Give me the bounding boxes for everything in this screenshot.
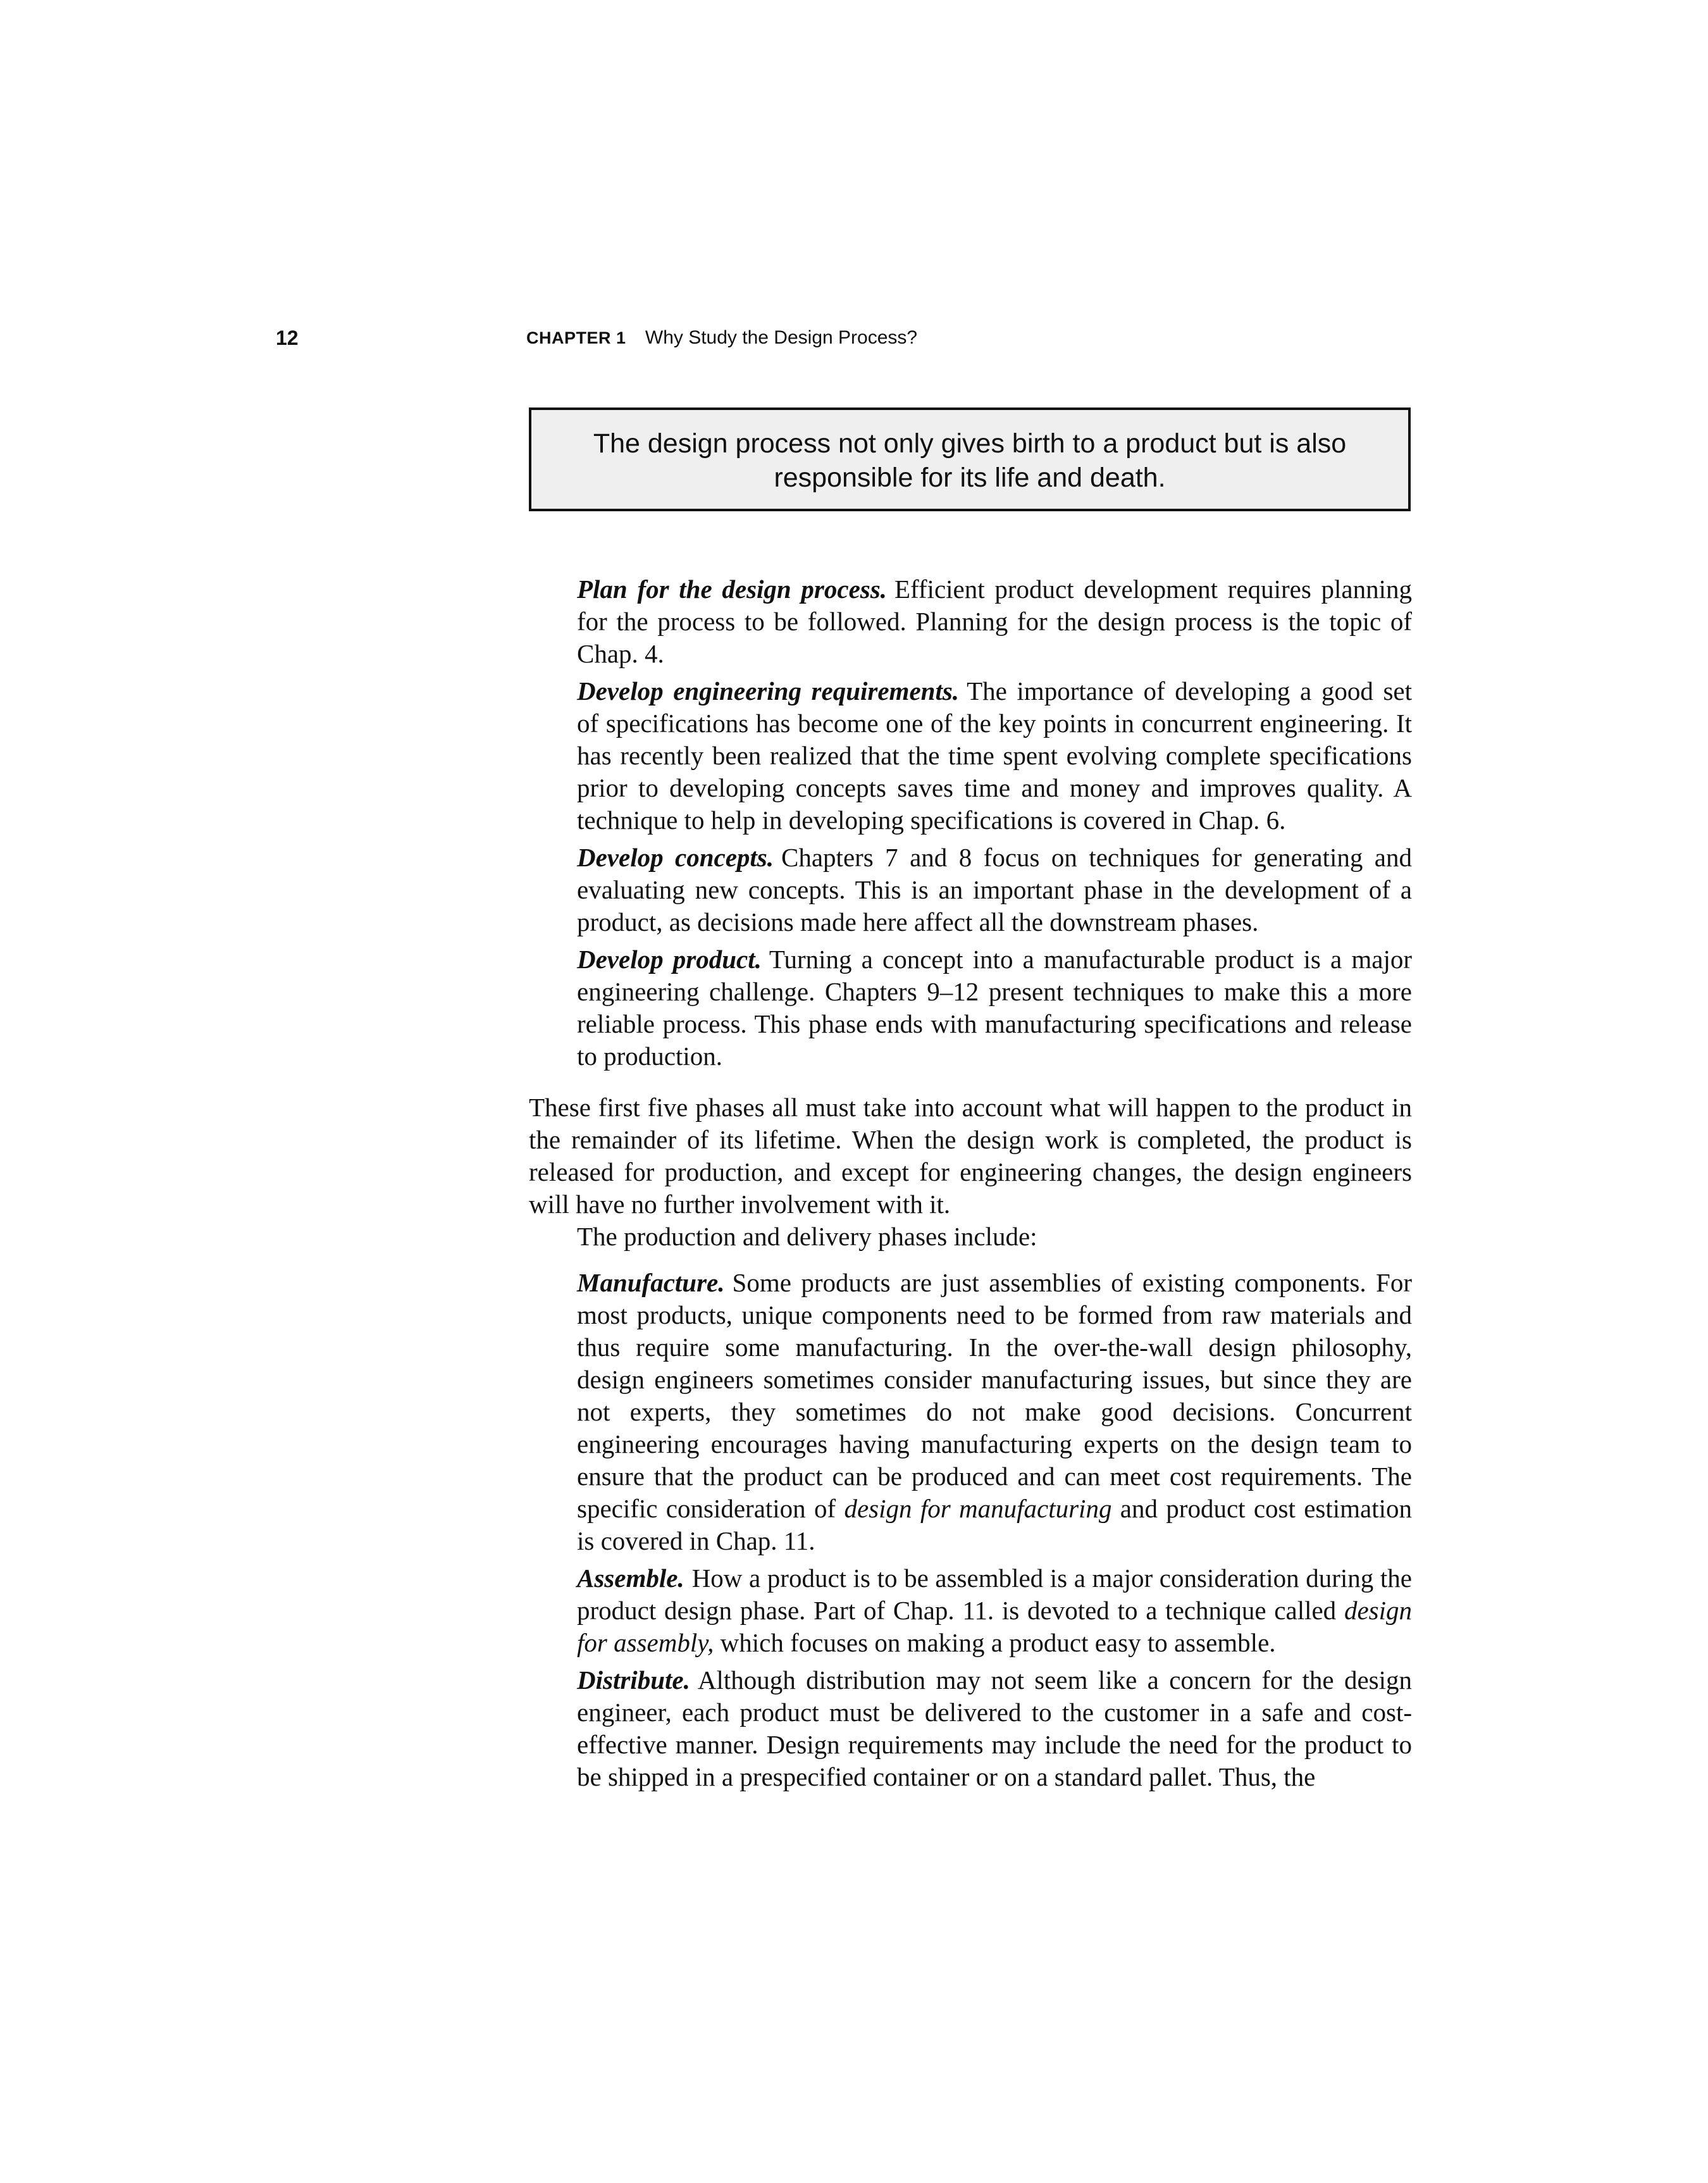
phase-text: The importance of developing a good set of specifications has become one of the key points in concurrent engineering. It has recently been realized that the time spent evolving complete specifications prior to developing concepts saves time and money and improves quality. A technique to help in developing specifications is covered in Chap. 6. bbox=[577, 676, 1412, 835]
phase-item-assemble bbox=[529, 1562, 1412, 1659]
phase-item-manufacture bbox=[529, 1267, 1412, 1557]
phase-emphasis: design for assembly, bbox=[577, 1596, 1412, 1657]
phase-item-requirements bbox=[529, 675, 1412, 837]
phase-text: How a product is to be assembled is a major consideration during the product design phase. Part of Chap. 11. is devoted to a technique called bbox=[577, 1564, 1412, 1625]
phase-text: Some products are just assemblies of existing components. For most products, unique components need to be formed from raw materials and thus require some manufacturing. In the over-the-wall design philosophy, design engineers sometimes consider manufacturing issues, but since they are not experts, they sometimes do not make good decisions. Concurrent engineering encourages having manufacturing experts on the design team to ensure that the product can be produced and can meet cost requirements. The specific consideration of bbox=[577, 1268, 1412, 1523]
phase-text: Although distribution may not seem like a concern for the design engineer, each product must be delivered to the customer in a safe and cost-effective manner. Design requirements may include the need for the product to be shipped in a prespecified container or on a standard pallet. Thus, the bbox=[577, 1665, 1412, 1791]
phase-term: Develop product. bbox=[577, 945, 762, 974]
phase-term: Distribute. bbox=[577, 1665, 690, 1695]
phase-item-distribute bbox=[529, 1664, 1412, 1793]
page-number: 12 bbox=[276, 327, 299, 349]
phase-text: Turning a concept into a manufacturable product is a major engineering challenge. Chapters 9–12 present techniques to make this a more reliable process. This phase ends with manufacturing specifications and release to production. bbox=[577, 945, 1412, 1071]
phase-item-concepts bbox=[529, 842, 1412, 938]
paragraph-first-five: These first five phases all must take into account what will happen to the product in the remainder of its lifetime. When the design work is completed, the product is released for production, and except for engineering changes, the design engineers will have no further involvement with it. bbox=[529, 1093, 1412, 1219]
chapter-title: Why Study the Design Process? bbox=[645, 327, 918, 348]
phase-term: Assemble. bbox=[577, 1564, 684, 1593]
phase-term: Manufacture. bbox=[577, 1268, 725, 1297]
phase-item-plan bbox=[529, 573, 1412, 670]
body-text bbox=[529, 573, 1412, 1798]
phase-text: Efficient product development requires planning for the process to be followed. Planning for the design process is the topic of Chap. 4. bbox=[577, 575, 1412, 668]
phase-term: Plan for the design process. bbox=[577, 575, 887, 604]
phase-text: and product cost estimation is covered in Chap. 11. bbox=[577, 1494, 1413, 1555]
phase-term: Develop engineering requirements. bbox=[577, 676, 960, 706]
phase-emphasis: design for manufacturing bbox=[844, 1494, 1112, 1523]
phase-text: which focuses on making a product easy to assemble. bbox=[720, 1628, 1276, 1657]
phase-text: Chapters 7 and 8 focus on techniques for generating and evaluating new concepts. This is an important phase in the development of a product, as decisions made here affect all the downstream phases. bbox=[577, 843, 1412, 936]
paragraph-production-intro: The production and delivery phases include: bbox=[577, 1222, 1037, 1251]
running-head bbox=[526, 325, 917, 351]
callout-box bbox=[529, 407, 1411, 511]
phase-item-product bbox=[529, 943, 1412, 1073]
callout-text: The design process not only gives birth to a product but is also responsible for its life and death. bbox=[593, 428, 1347, 493]
chapter-label: CHAPTER 1 bbox=[526, 328, 626, 347]
phase-term: Develop concepts. bbox=[577, 843, 774, 872]
